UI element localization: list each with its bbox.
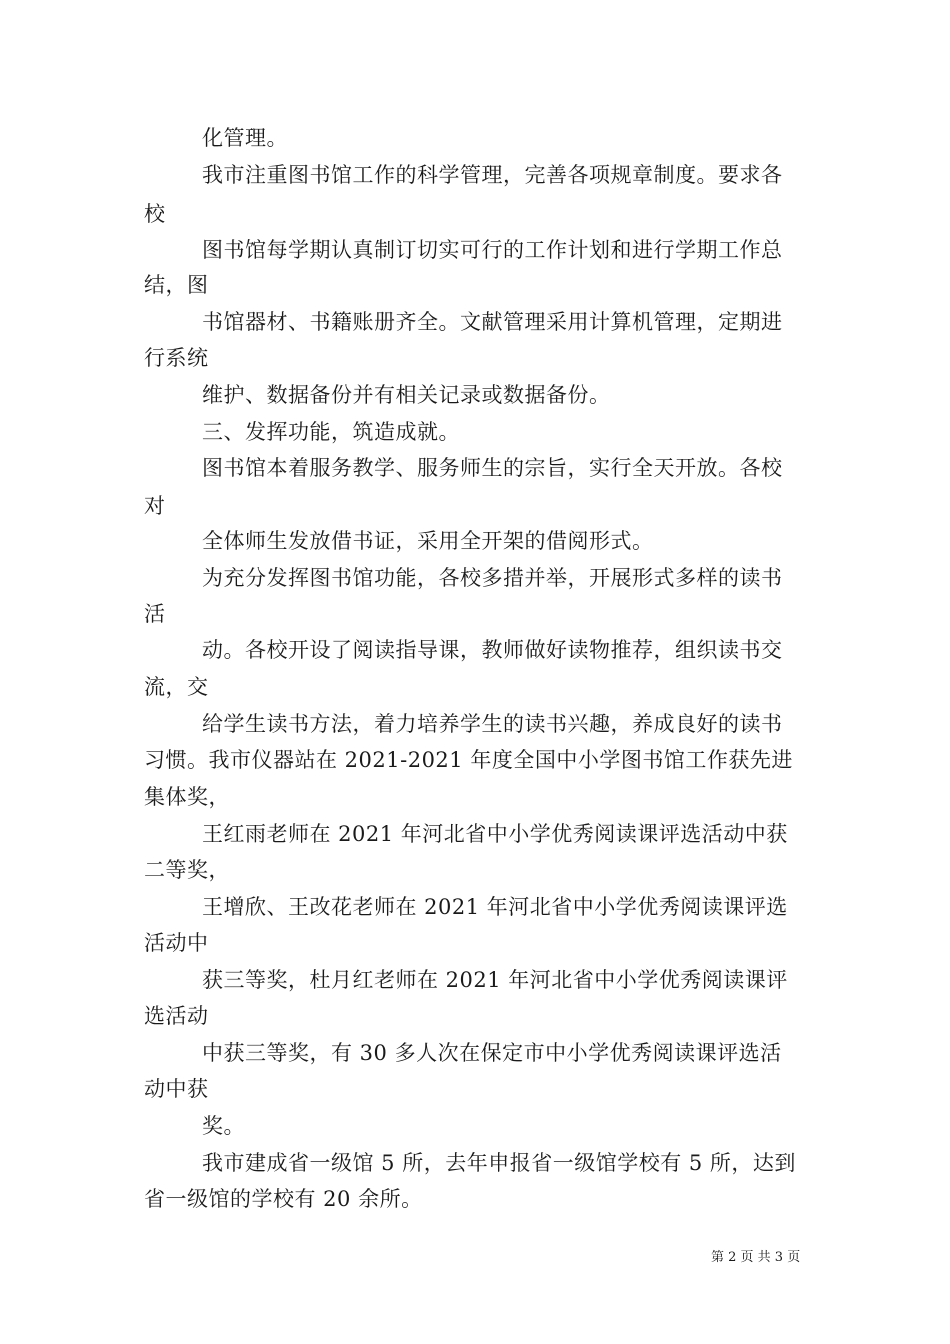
text-line: 图书馆本着服务教学、服务师生的宗旨，实行全天开放。各校 bbox=[202, 456, 783, 480]
text-line: 奖。 bbox=[202, 1114, 245, 1138]
text-line: 王增欣、王改花老师在 2021 年河北省中小学优秀阅读课评选 bbox=[202, 895, 788, 919]
text-line: 流，交 bbox=[144, 675, 209, 699]
text-line: 对 bbox=[144, 494, 166, 518]
text-line: 行系统 bbox=[144, 346, 209, 370]
text-line: 活动中 bbox=[144, 931, 209, 955]
text-line: 维护、数据备份并有相关记录或数据备份。 bbox=[202, 383, 611, 407]
text-line: 集体奖， bbox=[144, 785, 230, 809]
text-line: 书馆器材、书籍账册齐全。文献管理采用计算机管理，定期进 bbox=[202, 310, 783, 334]
text-line: 化管理。 bbox=[202, 126, 288, 150]
page-number-footer: 第 2 页 共 3 页 bbox=[711, 1250, 801, 1265]
text-line: 获三等奖，杜月红老师在 2021 年河北省中小学优秀阅读课评 bbox=[202, 968, 788, 992]
text-line: 为充分发挥图书馆功能，各校多措并举，开展形式多样的读书 bbox=[202, 566, 783, 590]
text-line: 选活动 bbox=[144, 1004, 209, 1028]
text-line: 图书馆每学期认真制订切实可行的工作计划和进行学期工作总 bbox=[202, 238, 783, 262]
text-line: 中获三等奖，有 30 多人次在保定市中小学优秀阅读课评选活 bbox=[202, 1041, 782, 1065]
text-line: 校 bbox=[144, 202, 166, 226]
text-line: 给学生读书方法，着力培养学生的读书兴趣，养成良好的读书 bbox=[202, 712, 783, 736]
text-line: 二等奖， bbox=[144, 858, 230, 882]
text-line: 活 bbox=[144, 602, 166, 626]
text-line: 动中获 bbox=[144, 1077, 209, 1101]
text-line: 结，图 bbox=[144, 273, 209, 297]
text-line: 我市建成省一级馆 5 所，去年申报省一级馆学校有 5 所，达到 bbox=[202, 1151, 796, 1175]
text-line: 省一级馆的学校有 20 余所。 bbox=[144, 1187, 423, 1211]
text-line: 王红雨老师在 2021 年河北省中小学优秀阅读课评选活动中获 bbox=[202, 822, 788, 846]
section-heading: 三、发挥功能，筑造成就。 bbox=[202, 420, 460, 444]
text-line: 我市注重图书馆工作的科学管理，完善各项规章制度。要求各 bbox=[202, 163, 783, 187]
text-line: 习惯。我市仪器站在 2021-2021 年度全国中小学图书馆工作获先进 bbox=[144, 748, 793, 772]
text-line: 动。各校开设了阅读指导课，教师做好读物推荐，组织读书交 bbox=[202, 638, 783, 662]
text-line: 全体师生发放借书证，采用全开架的借阅形式。 bbox=[202, 529, 654, 553]
